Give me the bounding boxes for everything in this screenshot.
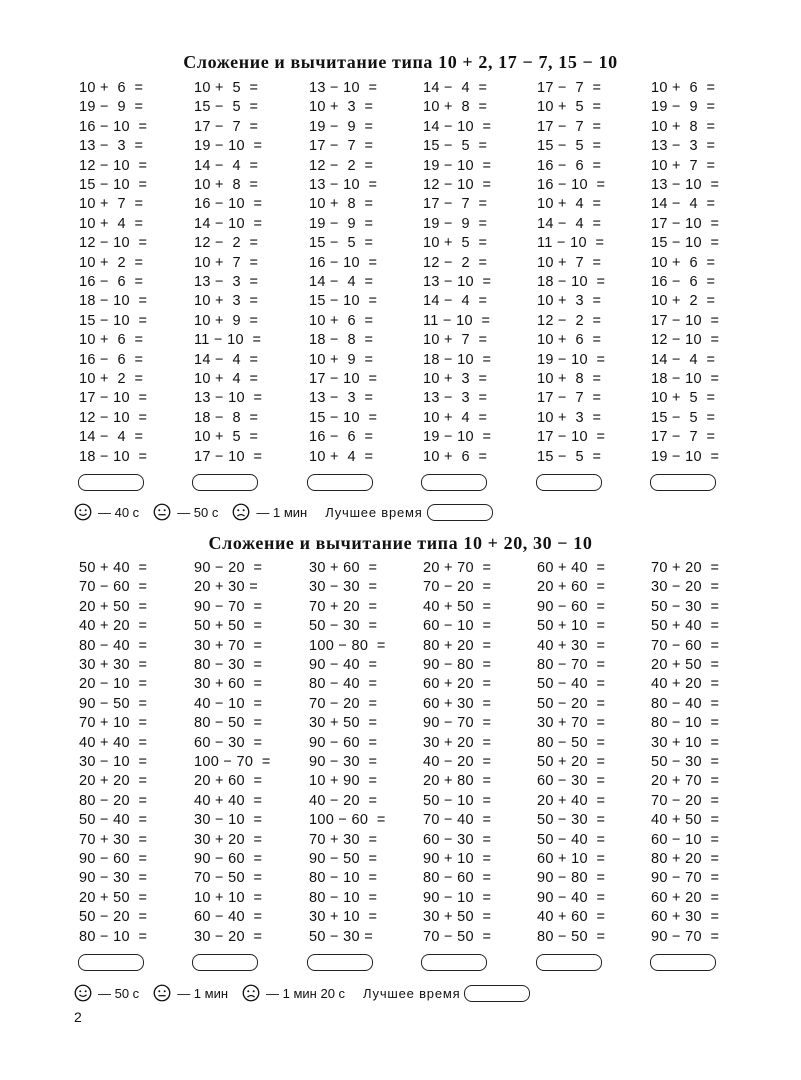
exercise-item: 20 + 70 =	[651, 773, 720, 790]
answer-time-box[interactable]	[536, 954, 602, 971]
exercise-item: 90 − 60 =	[194, 851, 263, 867]
exercise-item: 15 − 10 =	[309, 409, 378, 426]
exercise-item: 90 − 70 =	[651, 928, 720, 945]
exercise-item: 30 + 10 =	[651, 734, 720, 751]
exercise-item: 13 − 3 =	[651, 138, 716, 155]
exercise-item: 80 − 10 =	[309, 889, 378, 906]
exercise-item: 14 − 4 =	[79, 429, 144, 446]
exercise-item: 90 − 30 =	[309, 754, 378, 770]
exercise-item: 11 − 10 =	[194, 332, 262, 349]
exercise-item: 13 − 3 =	[79, 138, 144, 155]
exercise-item: 40 − 20 =	[423, 754, 492, 770]
exercise-item: 50 − 20 =	[79, 909, 148, 926]
smiley-sad-icon	[242, 984, 260, 1002]
exercise-item: 19 − 9 =	[423, 215, 488, 232]
exercise-item: 15 − 5 =	[423, 138, 488, 155]
exercise-item: 13 − 3 =	[194, 274, 259, 290]
exercise-item: 12 − 10 =	[651, 332, 720, 349]
exercise-item: 10 + 8 =	[423, 99, 488, 116]
exercise-item: 10 + 8 =	[651, 118, 716, 135]
exercise-item: 10 + 6 =	[651, 254, 716, 271]
exercise-item: 16 − 10 =	[309, 254, 378, 271]
exercise-item: 80 − 60 =	[423, 870, 492, 887]
exercise-item: 90 + 10 =	[423, 851, 492, 867]
exercise-item: 80 − 50 =	[537, 734, 606, 751]
answer-time-box[interactable]	[536, 474, 602, 491]
exercise-item: 10 + 5 =	[537, 99, 602, 116]
exercise-item: 90 − 60 =	[309, 734, 378, 751]
exercise-item: 17 − 10 =	[651, 312, 720, 329]
exercise-item: 16 − 10 =	[194, 196, 263, 213]
exercise-item: 60 + 20 =	[651, 889, 720, 906]
exercise-item: 10 + 4 =	[194, 371, 259, 387]
exercise-item: 80 − 10 =	[79, 928, 148, 945]
exercise-item: 70 − 60 =	[79, 579, 148, 596]
smiley-neutral-icon	[153, 984, 171, 1002]
exercise-item: 13 − 10 =	[194, 390, 263, 407]
exercise-item: 10 + 6 =	[79, 332, 144, 349]
exercise-item: 10 + 4 =	[79, 215, 144, 232]
exercise-item: 50 − 30 =	[651, 598, 720, 615]
exercise-item: 10 + 4 =	[423, 409, 488, 426]
exercise-item: 40 + 50 =	[423, 598, 492, 615]
exercise-item: 16 − 6 =	[79, 351, 144, 368]
exercise-item: 14 − 4 =	[423, 293, 488, 310]
exercise-item: 10 + 9 =	[309, 351, 374, 368]
exercise-item: 10 + 2 =	[79, 254, 144, 271]
exercise-item: 19 − 10 =	[194, 138, 263, 155]
exercise-item: 50 − 40 =	[537, 831, 606, 848]
exercise-item: 10 + 3 =	[537, 293, 602, 310]
exercise-item: 15 − 10 =	[651, 235, 720, 252]
exercise-item: 17 − 10 =	[651, 215, 720, 232]
exercise-item: 15 − 5 =	[651, 409, 716, 426]
exercise-item: 16 − 6 =	[309, 429, 374, 446]
exercise-item: 10 + 8 =	[537, 371, 602, 387]
exercise-item: 30 + 50 =	[309, 715, 378, 732]
exercise-item: 30 + 30 =	[79, 657, 148, 673]
exercise-item: 90 − 40 =	[537, 889, 606, 906]
exercise-item: 60 + 20 =	[423, 676, 492, 693]
exercise-item: 16 − 6 =	[651, 274, 716, 290]
exercise-item: 15 − 5 =	[194, 99, 259, 116]
exercise-item: 13 − 10 =	[423, 274, 492, 290]
exercise-item: 40 + 20 =	[79, 618, 148, 635]
legend-bad-time: — 1 мин	[256, 504, 308, 520]
exercise-item: 20 + 60 =	[194, 773, 263, 790]
exercise-item: 19 − 9 =	[79, 99, 144, 116]
exercise-item: 40 + 40 =	[79, 734, 148, 751]
exercise-item: 10 + 7 =	[423, 332, 488, 349]
exercise-item: 60 − 10 =	[423, 618, 492, 635]
exercise-item: 13 − 10 =	[309, 80, 378, 96]
best-time-label: Лучшее время	[363, 985, 461, 1001]
exercise-item: 10 + 3 =	[309, 99, 374, 116]
answer-time-box[interactable]	[307, 954, 373, 971]
exercise-item: 40 − 20 =	[309, 792, 378, 809]
exercise-item: 80 − 70 =	[537, 657, 606, 673]
exercise-item: 50 − 30 =	[537, 812, 606, 829]
exercise-item: 90 − 60 =	[537, 598, 606, 615]
exercise-item: 18 − 10 =	[79, 293, 148, 310]
answer-time-box[interactable]	[78, 474, 144, 491]
exercise-item: 80 − 10 =	[309, 870, 378, 887]
exercise-item: 60 + 30 =	[651, 909, 720, 926]
exercise-item: 11 − 10 =	[537, 235, 605, 252]
exercise-item: 16 − 6 =	[79, 274, 144, 290]
exercise-item: 14 − 10 =	[423, 118, 492, 135]
exercise-item: 13 − 10 =	[651, 177, 720, 193]
exercise-item: 18 − 8 =	[194, 409, 259, 426]
exercise-item: 17 − 7 =	[537, 390, 602, 407]
exercise-item: 50 − 30 =	[651, 754, 720, 770]
exercise-item: 60 − 30 =	[423, 831, 492, 848]
exercise-item: 19 − 9 =	[651, 99, 716, 116]
exercise-item: 17 − 7 =	[423, 196, 488, 213]
exercise-item: 10 + 7 =	[194, 254, 259, 271]
exercise-item: 12 − 10 =	[79, 235, 148, 252]
exercise-item: 18 − 8 =	[309, 332, 374, 349]
exercise-item: 90 − 40 =	[309, 657, 378, 673]
exercise-item: 70 − 60 =	[651, 637, 720, 654]
exercise-item: 40 + 60 =	[537, 909, 606, 926]
legend-ok-time: — 50 с	[177, 504, 219, 520]
answer-time-box[interactable]	[192, 474, 258, 491]
exercise-item: 12 − 2 =	[537, 312, 602, 329]
legend-2	[74, 982, 530, 1004]
exercise-item: 60 − 30 =	[537, 773, 606, 790]
exercise-item: 12 − 2 =	[194, 235, 259, 252]
exercise-item: 10 + 3 =	[194, 293, 259, 310]
exercise-item: 30 + 20 =	[423, 734, 492, 751]
exercise-item: 10 + 2 =	[79, 371, 144, 387]
answer-time-box[interactable]	[307, 474, 373, 491]
exercise-item: 15 − 10 =	[79, 177, 148, 193]
exercise-item: 19 − 9 =	[309, 118, 374, 135]
exercise-item: 80 − 40 =	[651, 695, 720, 712]
exercise-item: 17 − 7 =	[309, 138, 374, 155]
exercise-item: 10 + 5 =	[194, 80, 259, 96]
answer-time-box[interactable]	[650, 474, 716, 491]
exercise-item: 40 − 10 =	[194, 695, 263, 712]
exercise-item: 20 + 70 =	[423, 560, 492, 576]
exercise-item: 10 + 5 =	[194, 429, 259, 446]
exercise-item: 50 − 20 =	[537, 695, 606, 712]
exercise-item: 30 + 60 =	[194, 676, 263, 693]
exercise-item: 10 + 4 =	[309, 448, 374, 465]
exercise-item: 90 − 10 =	[423, 889, 492, 906]
exercise-item: 10 + 5 =	[651, 390, 716, 407]
section2-title: Сложение и вычитание типа 10 + 20, 30 − 10	[208, 533, 593, 553]
exercise-item: 70 − 50 =	[194, 870, 263, 887]
exercise-item: 19 − 10 =	[423, 429, 492, 446]
exercise-item: 70 − 50 =	[423, 928, 492, 945]
exercise-item: 11 − 10 =	[423, 312, 491, 329]
exercise-item: 17 − 7 =	[537, 80, 602, 96]
exercise-item: 80 − 20 =	[79, 792, 148, 809]
legend-bad-time: — 1 мин 20 с	[266, 985, 346, 1001]
exercise-item: 90 − 70 =	[194, 598, 263, 615]
legend-1	[74, 501, 493, 523]
exercise-item: 50 + 40 =	[651, 618, 720, 635]
exercise-item: 10 + 7 =	[537, 254, 602, 271]
exercise-item: 30 − 20 =	[651, 579, 720, 596]
exercise-item: 70 − 40 =	[423, 812, 492, 829]
best-time-box[interactable]	[464, 985, 530, 1002]
exercise-item: 17 − 10 =	[194, 448, 263, 465]
exercise-item: 80 + 20 =	[651, 851, 720, 867]
exercise-item: 14 − 4 =	[194, 157, 259, 174]
exercise-item: 50 + 20 =	[537, 754, 606, 770]
exercise-item: 14 − 4 =	[537, 215, 602, 232]
exercise-item: 18 − 10 =	[651, 371, 720, 387]
exercise-item: 12 − 10 =	[423, 177, 492, 193]
exercise-item: 18 − 10 =	[423, 351, 492, 368]
exercise-item: 14 − 4 =	[309, 274, 374, 290]
exercise-item: 12 − 2 =	[423, 254, 488, 271]
exercise-item: 40 + 40 =	[194, 792, 263, 809]
exercise-item: 30 + 50 =	[423, 909, 492, 926]
answer-time-box[interactable]	[78, 954, 144, 971]
answer-time-box[interactable]	[192, 954, 258, 971]
exercise-item: 14 − 4 =	[194, 351, 259, 368]
exercise-item: 17 − 10 =	[309, 371, 378, 387]
exercise-item: 12 − 10 =	[79, 409, 148, 426]
exercise-item: 10 + 6 =	[309, 312, 374, 329]
exercise-item: 70 + 10 =	[79, 715, 148, 732]
best-time-box[interactable]	[427, 504, 493, 521]
exercise-item: 30 + 10 =	[309, 909, 378, 926]
exercise-item: 17 − 7 =	[194, 118, 259, 135]
exercise-item: 19 − 10 =	[423, 157, 492, 174]
exercise-item: 10 + 5 =	[423, 235, 488, 252]
exercise-item: 10 + 3 =	[423, 371, 488, 387]
exercise-item: 50 − 10 =	[423, 792, 492, 809]
exercise-item: 15 − 5 =	[537, 138, 602, 155]
exercise-item: 15 − 5 =	[309, 235, 374, 252]
exercise-item: 10 + 7 =	[651, 157, 716, 174]
exercise-item: 60 − 30 =	[194, 734, 263, 751]
exercise-item: 90 − 20 =	[194, 560, 263, 576]
exercise-item: 30 − 20 =	[194, 928, 263, 945]
legend-good-time: — 50 с	[98, 985, 140, 1001]
exercise-item: 90 − 70 =	[651, 870, 720, 887]
exercise-item: 20 + 80 =	[423, 773, 492, 790]
exercise-item: 100 − 60 =	[309, 812, 386, 829]
exercise-item: 13 − 10 =	[309, 177, 378, 193]
legend-ok-time: — 1 мин	[177, 985, 229, 1001]
exercise-item: 10 + 7 =	[79, 196, 144, 213]
exercise-item: 10 + 8 =	[309, 196, 374, 213]
exercise-item: 40 + 30 =	[537, 637, 606, 654]
exercise-item: 50 − 40 =	[537, 676, 606, 693]
section1-title: Сложение и вычитание типа 10 + 2, 17 − 7, 15 − 10	[183, 52, 618, 72]
exercise-item: 14 − 4 =	[651, 351, 716, 368]
exercise-item: 30 + 70 =	[194, 637, 263, 654]
exercise-item: 10 + 3 =	[537, 409, 602, 426]
exercise-item: 20 + 40 =	[537, 792, 606, 809]
exercise-item: 60 + 40 =	[537, 560, 606, 576]
exercise-item: 80 − 40 =	[309, 676, 378, 693]
exercise-item: 80 − 40 =	[79, 637, 148, 654]
exercise-item: 19 − 9 =	[309, 215, 374, 232]
exercise-item: 50 − 30 =	[309, 928, 373, 945]
exercise-item: 20 + 30 =	[194, 579, 258, 596]
exercise-item: 80 + 20 =	[423, 637, 492, 654]
exercise-item: 16 − 6 =	[537, 157, 602, 174]
exercise-item: 80 − 10 =	[651, 715, 720, 732]
smiley-happy-icon	[74, 503, 92, 521]
smiley-happy-icon	[74, 984, 92, 1002]
exercise-item: 10 + 6 =	[423, 448, 488, 465]
exercise-item: 18 − 10 =	[79, 448, 148, 465]
exercise-item: 10 + 6 =	[537, 332, 602, 349]
exercise-item: 40 + 50 =	[651, 812, 720, 829]
exercise-item: 70 + 30 =	[309, 831, 378, 848]
exercise-item: 50 + 10 =	[537, 618, 606, 635]
exercise-item: 19 − 10 =	[537, 351, 606, 368]
exercise-item: 10 + 2 =	[651, 293, 716, 310]
exercise-item: 17 − 10 =	[537, 429, 606, 446]
exercise-item: 50 + 40 =	[79, 560, 148, 576]
exercise-item: 30 − 30 =	[309, 579, 378, 596]
exercise-item: 90 − 50 =	[79, 695, 148, 712]
exercise-item: 90 − 80 =	[423, 657, 492, 673]
page-number: 2	[74, 1009, 82, 1025]
exercise-item: 20 + 50 =	[79, 889, 148, 906]
exercise-item: 90 − 50 =	[309, 851, 378, 867]
smiley-sad-icon	[232, 503, 250, 521]
exercise-item: 18 − 10 =	[537, 274, 606, 290]
exercise-item: 15 − 10 =	[79, 312, 148, 329]
exercise-item: 16 − 10 =	[79, 118, 148, 135]
exercise-item: 20 + 60 =	[537, 579, 606, 596]
exercise-item: 80 − 50 =	[194, 715, 263, 732]
exercise-item: 80 − 30 =	[194, 657, 263, 673]
answer-time-box[interactable]	[650, 954, 716, 971]
exercise-item: 15 − 5 =	[537, 448, 602, 465]
exercise-item: 60 + 30 =	[423, 695, 492, 712]
exercise-item: 80 − 50 =	[537, 928, 606, 945]
exercise-item: 30 − 10 =	[79, 754, 148, 770]
exercise-item: 14 − 4 =	[423, 80, 488, 96]
exercise-item: 13 − 3 =	[309, 390, 374, 407]
smiley-neutral-icon	[153, 503, 171, 521]
exercise-item: 20 + 50 =	[79, 598, 148, 615]
answer-time-box[interactable]	[421, 474, 487, 491]
exercise-item: 10 + 4 =	[537, 196, 602, 213]
exercise-item: 19 − 10 =	[651, 448, 720, 465]
exercise-item: 90 − 60 =	[79, 851, 148, 867]
exercise-item: 60 − 40 =	[194, 909, 263, 926]
exercise-item: 16 − 10 =	[537, 177, 606, 193]
exercise-item: 10 + 6 =	[79, 80, 144, 96]
exercise-item: 70 − 20 =	[309, 695, 378, 712]
exercise-item: 70 − 20 =	[423, 579, 492, 596]
exercise-item: 10 + 8 =	[194, 177, 259, 193]
exercise-item: 20 − 10 =	[79, 676, 148, 693]
exercise-item: 12 − 10 =	[79, 157, 148, 174]
exercise-item: 13 − 3 =	[423, 390, 488, 407]
exercise-item: 70 + 20 =	[309, 598, 378, 615]
exercise-item: 30 + 60 =	[309, 560, 378, 576]
exercise-item: 50 + 50 =	[194, 618, 263, 635]
exercise-item: 60 + 10 =	[537, 851, 606, 867]
exercise-item: 30 − 10 =	[194, 812, 263, 829]
exercise-item: 17 − 10 =	[79, 390, 148, 407]
exercise-item: 10 + 10 =	[194, 889, 263, 906]
exercise-item: 15 − 10 =	[309, 293, 378, 310]
exercise-item: 90 − 30 =	[79, 870, 148, 887]
exercise-item: 14 − 10 =	[194, 215, 263, 232]
exercise-item: 50 − 30 =	[309, 618, 378, 635]
exercise-item: 20 + 20 =	[79, 773, 148, 790]
exercise-item: 14 − 4 =	[651, 196, 716, 213]
exercise-item: 100 − 70 =	[194, 754, 271, 770]
exercise-item: 20 + 50 =	[651, 657, 720, 673]
legend-good-time: — 40 с	[98, 504, 140, 520]
exercise-item: 70 + 20 =	[651, 560, 720, 576]
exercise-item: 30 + 70 =	[537, 715, 606, 732]
exercise-item: 40 + 20 =	[651, 676, 720, 693]
exercise-item: 90 − 70 =	[423, 715, 492, 732]
exercise-item: 10 + 9 =	[194, 312, 259, 329]
exercise-item: 70 − 20 =	[651, 792, 720, 809]
exercise-item: 10 + 90 =	[309, 773, 378, 790]
answer-time-box[interactable]	[421, 954, 487, 971]
exercise-item: 10 + 6 =	[651, 80, 716, 96]
exercise-item: 70 + 30 =	[79, 831, 148, 848]
exercise-item: 12 − 2 =	[309, 157, 374, 174]
best-time-label: Лучшее время	[325, 504, 423, 520]
exercise-item: 60 − 10 =	[651, 831, 720, 848]
exercise-item: 50 − 40 =	[79, 812, 148, 829]
exercise-item: 90 − 80 =	[537, 870, 606, 887]
exercise-item: 17 − 7 =	[651, 429, 716, 446]
exercise-item: 100 − 80 =	[309, 637, 386, 654]
exercise-item: 17 − 7 =	[537, 118, 602, 135]
exercise-item: 30 + 20 =	[194, 831, 263, 848]
